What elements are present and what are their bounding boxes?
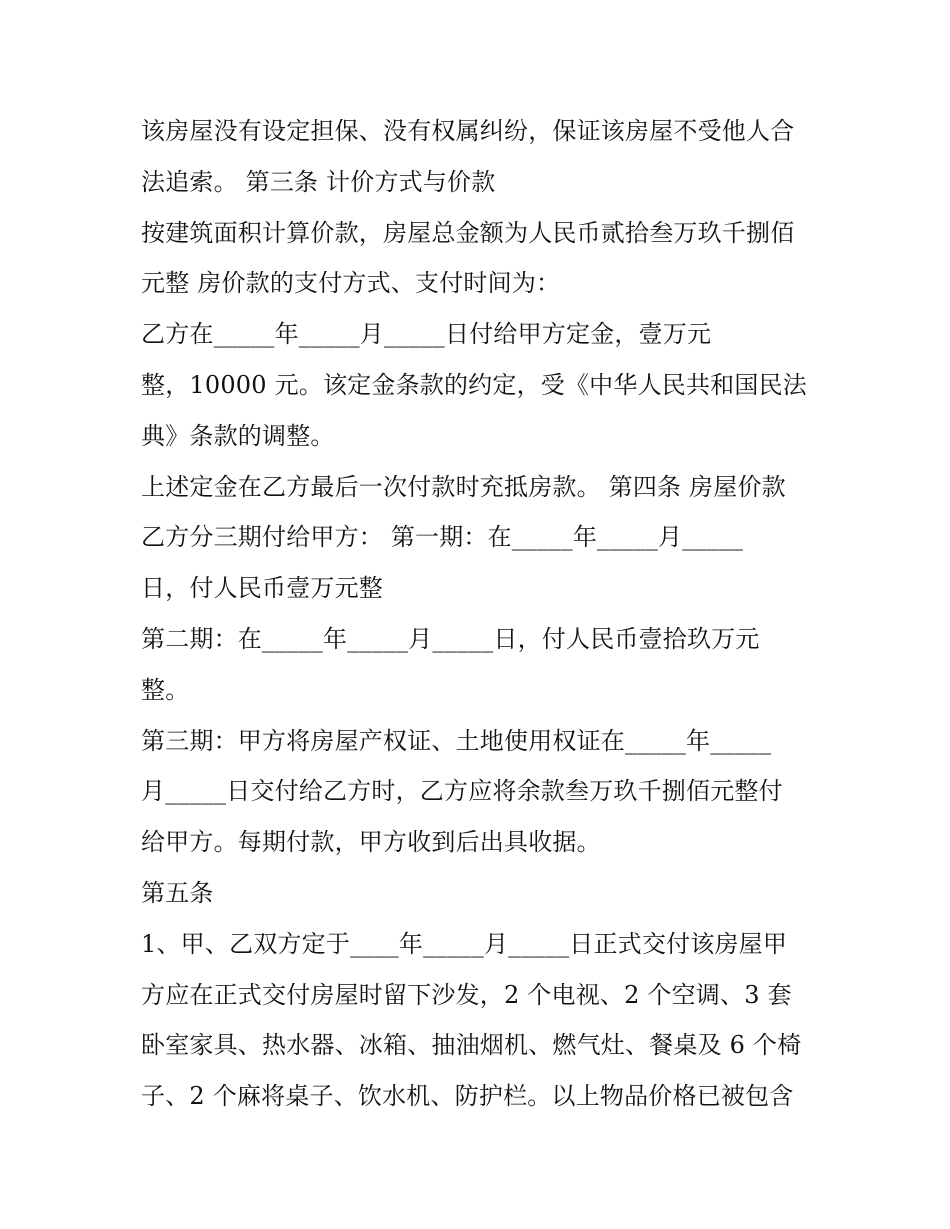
text-line: 方应在正式交付房屋时留下沙发，2 个电视、2 个空调、3 套 bbox=[141, 980, 792, 1009]
text-line: 按建筑面积计算价款，房屋总金额为人民币贰拾叁万玖千捌佰 bbox=[141, 218, 795, 247]
text-line: 上述定金在乙方最后一次付款时充抵房款。 第四条 房屋价款 bbox=[141, 472, 786, 501]
text-line: 整，10000 元。该定金条款的约定，受《中华人民共和国民法 bbox=[141, 370, 807, 399]
text-line: 第三期：甲方将房屋产权证、土地使用权证在_____年_____ bbox=[141, 726, 772, 755]
text-line: 给甲方。每期付款，甲方收到后出具收据。 bbox=[141, 828, 601, 857]
text-line: 典》条款的调整。 bbox=[141, 421, 335, 450]
text-line: 日，付人民币壹万元整 bbox=[141, 574, 383, 603]
text-line: 第二期：在_____年_____月_____日，付人民币壹拾玖万元 bbox=[141, 624, 760, 653]
text-line: 法追索。 第三条 计价方式与价款 bbox=[141, 167, 496, 196]
text-line: 月_____日交付给乙方时，乙方应将余款叁万玖千捌佰元整付 bbox=[141, 777, 783, 806]
text-line: 子、2 个麻将桌子、饮水机、防护栏。以上物品价格已被包含 bbox=[141, 1082, 794, 1111]
document-body bbox=[141, 106, 821, 1122]
text-line: 整。 bbox=[141, 675, 190, 704]
text-line: 1、甲、乙双方定于____年_____月_____日正式交付该房屋甲 bbox=[141, 929, 788, 958]
text-line: 乙方在_____年_____月_____日付给甲方定金，壹万元 bbox=[141, 320, 712, 349]
text-line: 元整 房价款的支付方式、支付时间为： bbox=[141, 269, 561, 298]
text-line: 该房屋没有设定担保、没有权属纠纷，保证该房屋不受他人合 bbox=[141, 117, 795, 145]
text-line: 第五条 bbox=[141, 878, 214, 907]
text-line: 乙方分三期付给甲方： 第一期：在_____年_____月_____ bbox=[141, 523, 744, 552]
text-line: 卧室家具、热水器、冰箱、抽油烟机、燃气灶、餐桌及 6 个椅 bbox=[141, 1031, 802, 1060]
